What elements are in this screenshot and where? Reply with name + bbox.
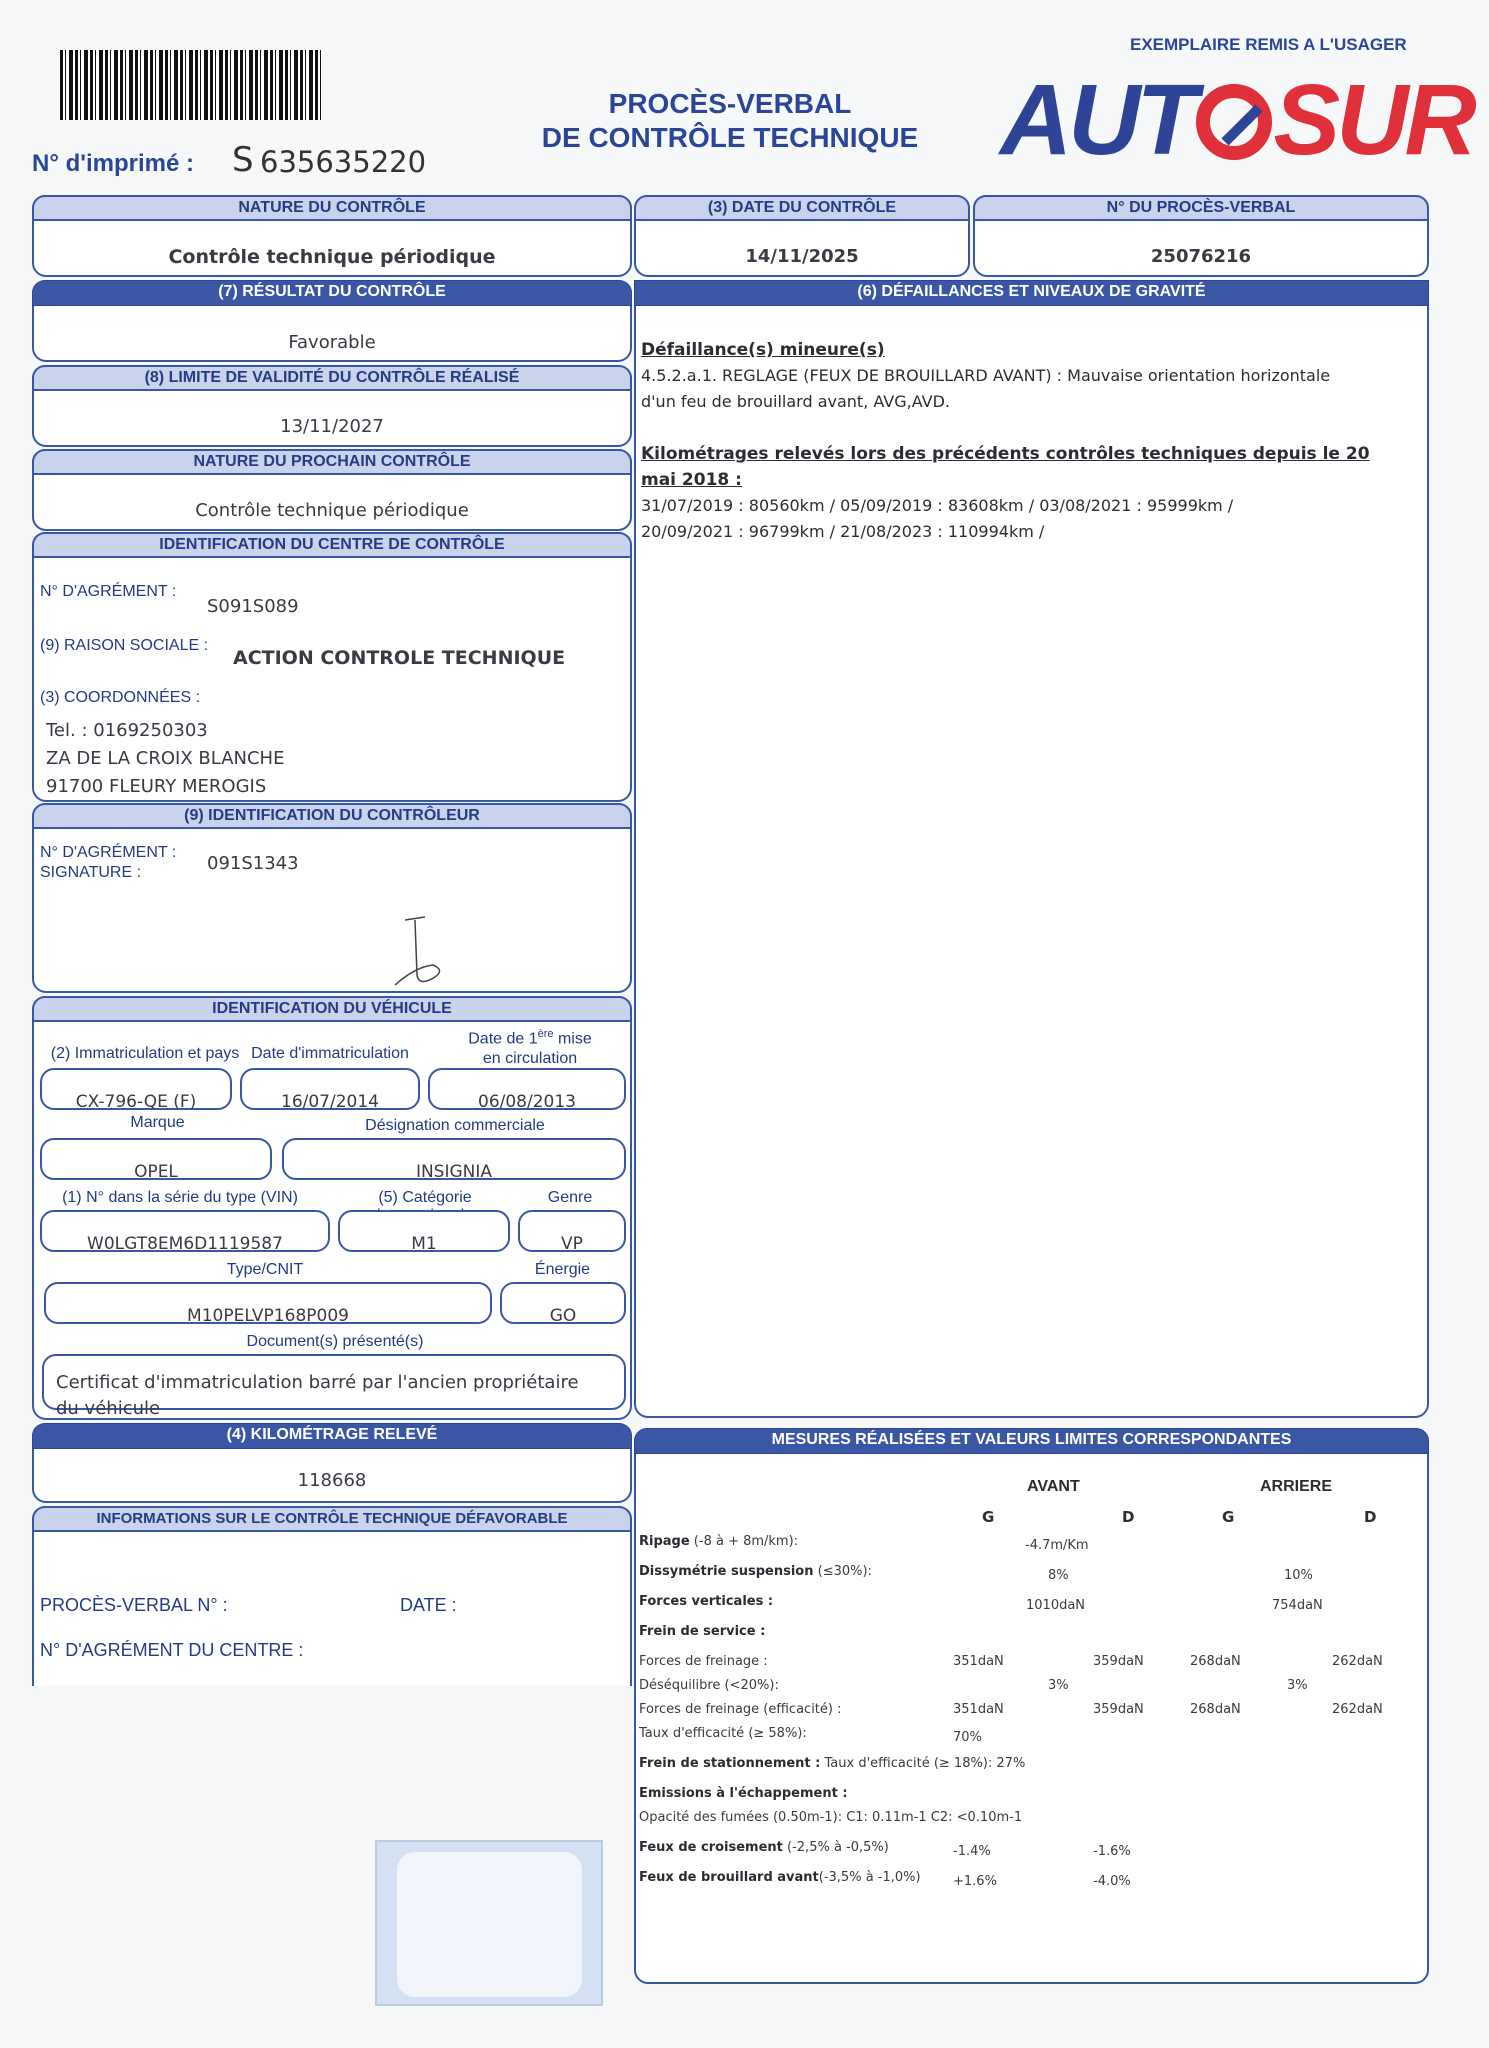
ffe-arriere-d: 262daN — [1332, 1702, 1383, 1717]
signature-scribble — [385, 915, 465, 990]
date-immat-label: Date d'immatriculation — [251, 1045, 409, 1062]
ripage-row: Ripage (-8 à + 8m/km): — [639, 1534, 799, 1549]
centre-tel: Tel. : 0169250303 — [46, 720, 208, 741]
ffe-row: Forces de freinage (efficacité) : — [639, 1702, 842, 1717]
raison-value: ACTION CONTROLE TECHNIQUE — [233, 647, 566, 669]
stationnement-row: Frein de stationnement : Taux d'efficacité (≥ 18%): 27% — [639, 1756, 1026, 1771]
defav-agrement-label: N° D'AGRÉMENT DU CENTRE : — [40, 1640, 304, 1660]
categorie-field: M1 — [338, 1210, 510, 1252]
km-history-title2: mai 2018 : — [641, 470, 742, 490]
autosur-logo: AUT SUR — [1000, 64, 1473, 176]
mineure-line1: 4.5.2.a.1. REGLAGE (FEUX DE BROUILLARD AVANT) : Mauvaise orientation horizontale — [641, 366, 1331, 385]
taux-row: Taux d'efficacité (≥ 58%): — [639, 1726, 807, 1741]
emissions-row: Emissions à l'échappement : — [639, 1786, 848, 1801]
ffe-avant-g: 351daN — [953, 1702, 1004, 1717]
date-value: 14/11/2025 — [745, 246, 859, 267]
genre-field: VP — [518, 1210, 626, 1252]
barcode — [60, 50, 322, 120]
mineure-line2: d'un feu de brouillard avant, AVG,AVD. — [641, 392, 950, 411]
coord-label: (3) COORDONNÉES : — [40, 689, 201, 706]
ff-arriere-g: 268daN — [1190, 1654, 1241, 1669]
prochain-header: NATURE DU PROCHAIN CONTRÔLE — [32, 449, 632, 475]
fv-row: Forces verticales : — [639, 1594, 774, 1609]
resultat-header: (7) RÉSULTAT DU CONTRÔLE — [32, 280, 632, 306]
nature-header: NATURE DU CONTRÔLE — [32, 195, 632, 221]
controleur-agrement: 091S1343 — [207, 853, 299, 874]
energie-label: Énergie — [534, 1261, 591, 1278]
centre-addr1: ZA DE LA CROIX BLANCHE — [46, 748, 285, 769]
docs-label: Document(s) présenté(s) — [246, 1333, 424, 1350]
nature-value: Contrôle technique périodique — [168, 246, 496, 268]
prochain-value: Contrôle technique périodique — [195, 500, 469, 521]
doc-title-line1: PROCÈS-VERBAL — [608, 88, 852, 119]
croisement-g: -1.4% — [953, 1844, 991, 1859]
controleur-header: (9) IDENTIFICATION DU CONTRÔLEUR — [32, 803, 632, 829]
ff-arriere-d: 262daN — [1332, 1654, 1383, 1669]
centre-header: IDENTIFICATION DU CENTRE DE CONTRÔLE — [32, 532, 632, 558]
marque-field: OPEL — [40, 1138, 272, 1180]
dissy-avant: 8% — [1048, 1568, 1069, 1583]
fv-avant: 1010daN — [1026, 1598, 1086, 1613]
type-label: Type/CNIT — [226, 1261, 304, 1278]
docs-line1: Certificat d'immatriculation barré par l'ancien propriétaire — [56, 1372, 579, 1393]
km-value: 118668 — [297, 1470, 367, 1491]
brouillard-d: -4.0% — [1093, 1874, 1131, 1889]
opacite-row: Opacité des fumées (0.50m-1): C1: 0.11m-1 C2: <0.10m-1 — [639, 1810, 1023, 1825]
pv-header: N° DU PROCÈS-VERBAL — [973, 195, 1429, 221]
marque-label: Marque — [130, 1114, 185, 1131]
defavorable-header: INFORMATIONS SUR LE CONTRÔLE TECHNIQUE DÉFAVORABLE — [32, 1506, 632, 1532]
fs-row: Frein de service : — [639, 1624, 766, 1639]
avant-heading: AVANT — [1027, 1478, 1080, 1495]
controleur-box — [32, 803, 632, 993]
limite-value: 13/11/2027 — [280, 416, 384, 437]
logo-o-icon — [1196, 84, 1272, 160]
limite-header: (8) LIMITE DE VALIDITÉ DU CONTRÔLE RÉALISÉ — [32, 365, 632, 391]
immat-label: (2) Immatriculation et pays — [50, 1045, 240, 1062]
genre-label: Genre — [547, 1189, 593, 1206]
vehicule-header: IDENTIFICATION DU VÉHICULE — [32, 996, 632, 1022]
doc-title-line2: DE CONTRÔLE TECHNIQUE — [541, 122, 919, 153]
deseq-arriere: 3% — [1287, 1678, 1308, 1693]
defav-date-label: DATE : — [400, 1595, 457, 1615]
croisement-row: Feux de croisement (-2,5% à -0,5%) — [639, 1840, 889, 1855]
vin-label: (1) N° dans la série du type (VIN) — [62, 1189, 298, 1206]
km-history-line1: 31/07/2019 : 80560km / 05/09/2019 : 83608km / 03/08/2021 : 95999km / — [641, 496, 1234, 515]
immat-field: CX-796-QE (F) — [40, 1068, 232, 1110]
ffe-avant-d: 359daN — [1093, 1702, 1144, 1717]
avant-d: D — [1122, 1508, 1135, 1526]
resultat-value: Favorable — [288, 332, 376, 353]
avant-g: G — [982, 1508, 995, 1526]
raison-label: (9) RAISON SOCIALE : — [40, 637, 209, 654]
deseq-row: Déséquilibre (<20%): — [639, 1678, 779, 1693]
type-field: M10PELVP168P009 — [44, 1282, 492, 1324]
date-header: (3) DATE DU CONTRÔLE — [634, 195, 970, 221]
vin-field: W0LGT8EM6D1119587 — [40, 1210, 330, 1252]
ripage-value: -4.7m/Km — [1025, 1538, 1089, 1553]
imprime-label: N° d'imprimé : — [32, 150, 194, 177]
controleur-agrement-label: N° D'AGRÉMENT : — [40, 844, 177, 861]
imprime-prefix: S — [232, 140, 254, 180]
imprime-number: 635635220 — [260, 145, 427, 179]
mesures-header: MESURES RÉALISÉES ET VALEURS LIMITES CORRESPONDANTES — [634, 1428, 1429, 1454]
ff-avant-g: 351daN — [953, 1654, 1004, 1669]
km-header: (4) KILOMÉTRAGE RELEVÉ — [32, 1423, 632, 1449]
brouillard-row: Feux de brouillard avant(-3,5% à -1,0%) — [639, 1870, 921, 1885]
designation-field: INSIGNIA — [282, 1138, 626, 1180]
ff-avant-d: 359daN — [1093, 1654, 1144, 1669]
categorie-label: (5) Catégorie — [378, 1189, 472, 1206]
premiere-field: 06/08/2013 — [428, 1068, 626, 1110]
signature-label: SIGNATURE : — [40, 864, 142, 881]
dissy-row: Dissymétrie suspension (≤30%): — [639, 1564, 872, 1579]
stamp-inner — [397, 1852, 582, 1997]
exemplaire-label: EXEMPLAIRE REMIS A L'USAGER — [1130, 35, 1407, 54]
energie-field: GO — [500, 1282, 626, 1324]
centre-agrement-label: N° D'AGRÉMENT : — [40, 583, 177, 600]
croisement-d: -1.6% — [1093, 1844, 1131, 1859]
brouillard-g: +1.6% — [953, 1874, 997, 1889]
ff-row: Forces de freinage : — [639, 1654, 768, 1669]
arriere-heading: ARRIERE — [1260, 1478, 1333, 1495]
ffe-arriere-g: 268daN — [1190, 1702, 1241, 1717]
centre-addr2: 91700 FLEURY MEROGIS — [46, 776, 267, 797]
mineures-title: Défaillance(s) mineure(s) — [641, 340, 885, 360]
centre-agrement: S091S089 — [207, 596, 299, 617]
designation-label: Désignation commerciale — [365, 1117, 545, 1134]
km-history-title1: Kilométrages relevés lors des précédents contrôles techniques depuis le 20 — [641, 444, 1370, 464]
deseq-avant: 3% — [1048, 1678, 1069, 1693]
pv-value: 25076216 — [1150, 246, 1252, 267]
docs-line2: du véhicule — [56, 1398, 161, 1419]
arriere-g: G — [1222, 1508, 1235, 1526]
fv-arriere: 754daN — [1272, 1598, 1323, 1613]
date-immat-field: 16/07/2014 — [240, 1068, 420, 1110]
arriere-d: D — [1364, 1508, 1377, 1526]
premiere-label: Date de 1ère mise en circulation — [468, 1028, 592, 1068]
defaillances-header: (6) DÉFAILLANCES ET NIVEAUX DE GRAVITÉ — [634, 280, 1429, 306]
taux-value: 70% — [953, 1730, 982, 1745]
defav-pv-label: PROCÈS-VERBAL N° : — [40, 1595, 228, 1615]
km-history-line2: 20/09/2021 : 96799km / 21/08/2023 : 110994km / — [641, 522, 1045, 541]
dissy-arriere: 10% — [1284, 1568, 1313, 1583]
